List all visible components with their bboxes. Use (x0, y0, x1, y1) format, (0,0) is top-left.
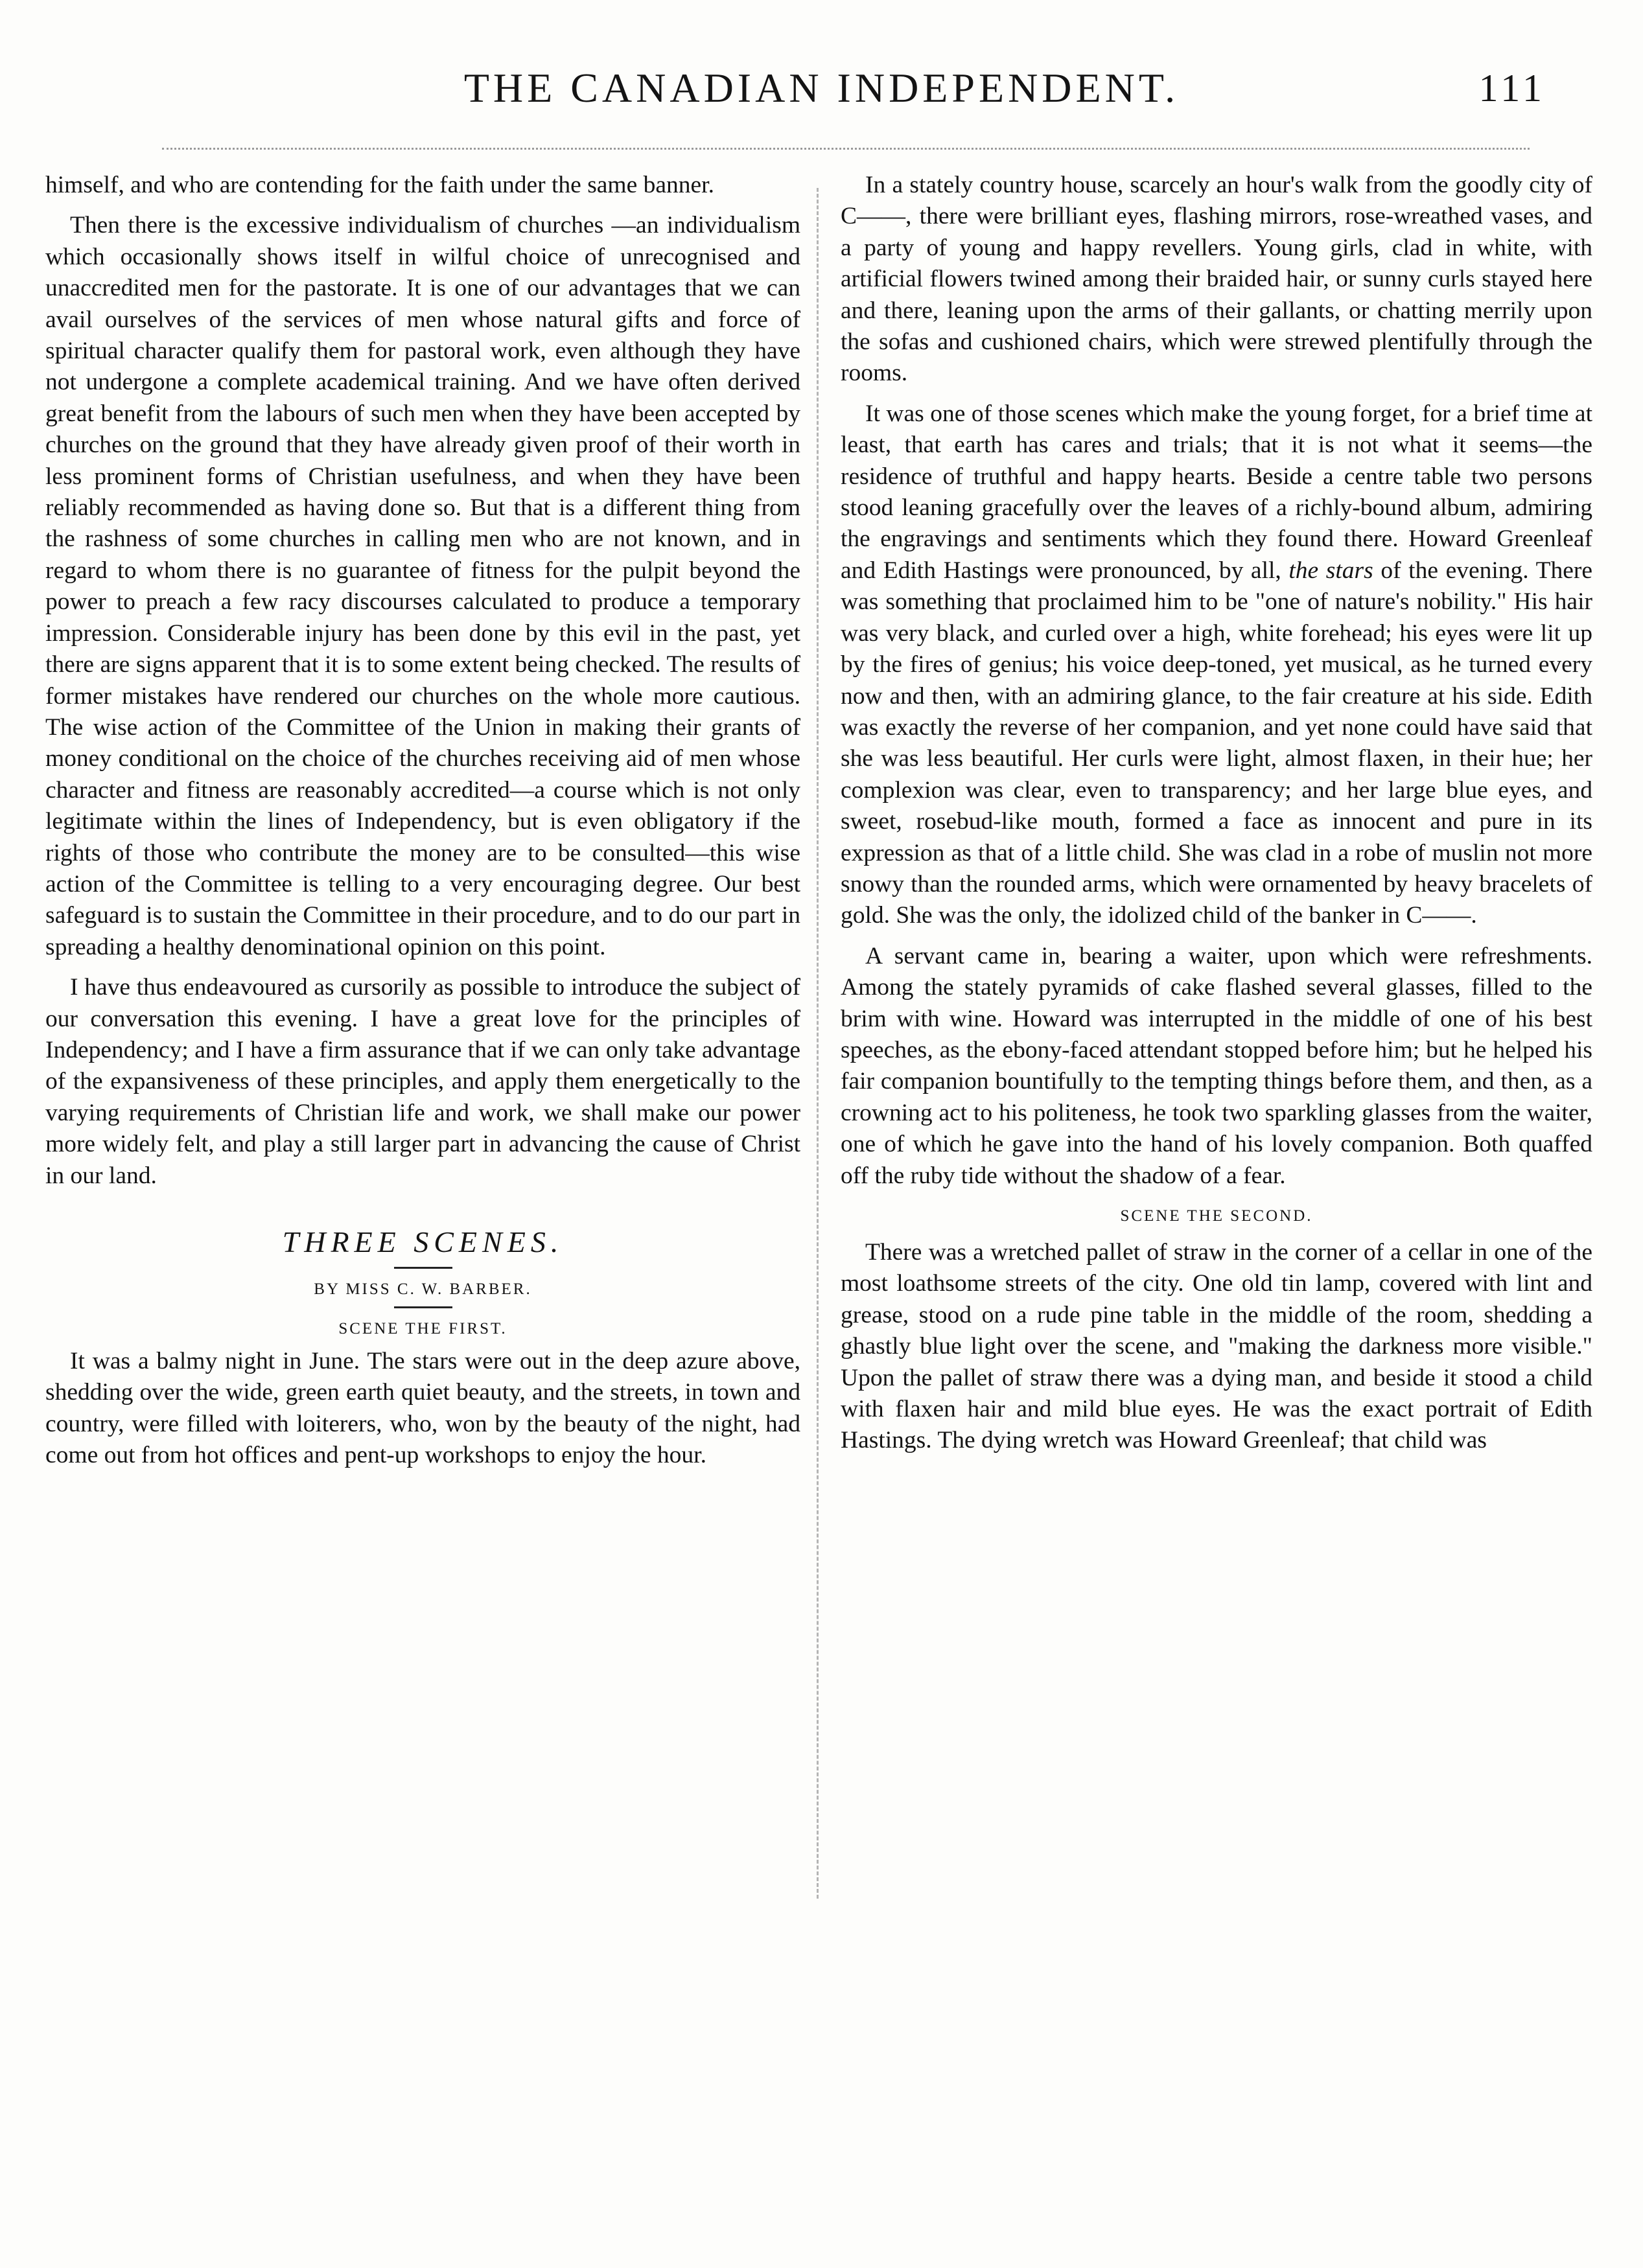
title-rule (394, 1267, 452, 1269)
paragraph: It was a balmy night in June. The stars were out in the deep azure above, shedding over the wide, green earth quiet beauty, and the streets, in town and country, were filled with loiterers, who, won by the beauty of the night, had come out from hot offices and pent-up workshops to enjoy the hour. (45, 1348, 800, 1469)
paragraph (841, 399, 1592, 932)
scene-heading-second: SCENE THE SECOND. (1120, 1207, 1313, 1225)
paragraph: himself, and who are contending for the faith under the same banner. (45, 172, 714, 198)
column-divider (817, 188, 819, 1899)
paragraph: In a stately country house, scarcely an hour's walk from the goodly city of C——, there were brilliant eyes, flashing mirrors, rose-wreathed vases, and a party of young and happy revellers. Young girls, clad in white, with artificial flowers twined among their braided hair, or sunny curls stayed here and there, leaning upon the arms of their gallants, or chatting merrily upon the sofas and cushioned chairs, which were strewed plentifully through the rooms. (841, 172, 1592, 387)
scene-heading-first: SCENE THE FIRST. (338, 1320, 507, 1337)
left-column (45, 170, 800, 1481)
right-column (841, 170, 1592, 1466)
running-title: THE CANADIAN INDEPENDENT. (463, 65, 1180, 111)
italic-phrase: the stars (1288, 557, 1373, 584)
paragraph: I have thus endeavoured as cursorily as possible to introduce the subject of our conversation this evening. I have a great love for the principles of Independency; and I have a firm assurance that if we can only take advantage of the expansiveness of these principles, and apply them energetically to the varying requirements of Christian life and work, we shall make our power more widely felt, and play a still larger part in advancing the cause of Christ in our land. (45, 974, 800, 1189)
story-title: THREE SCENES. (282, 1225, 564, 1258)
paragraph: A servant came in, bearing a waiter, upon which were refreshments. Among the stately pyramids of cake flashed several glasses, filled to the brim with wine. Howard was interrupted in the middle of one of his best speeches, as the ebony-faced attendant stopped before him; but he helped his fair companion bountifully to the tempting things before them, and then, as a crowning act to his politeness, he took two sparkling glasses from the waiter, one of which he gave into the hand of his lovely companion. Both quaffed off the ruby tide without the shadow of a fear. (841, 942, 1592, 1189)
byline-rule (394, 1306, 452, 1308)
header-rule (162, 148, 1530, 150)
running-head (0, 62, 1643, 114)
page-number: 111 (1478, 67, 1546, 110)
paragraph: Then there is the excessive individualism of churches —an individualism which occasionally shows itself in wilful choice of unrecognised and unaccredited men for the pastorate. It is one of our advantages that we can avail ourselves of the services of men whose natural gifts and force of spiritual character qualify them for pastoral work, even although they have not undergone a complete academical training. And we have often derived great benefit from the labours of such men when they have been accepted by churches on the ground that they have already given proof of their worth in less prominent forms of Christian usefulness, and when they have been reliably recommended as having done so. But that is a different thing from the rashness of some churches in calling men who are not known, and in regard to whom there is no guarantee of fitness for the pulpit beyond the power to preach a few racy discourses calculated to produce a temporary impression. Considerable injury has been done by this evil in the past, yet there are signs apparent that it is to some extent being checked. The results of former mistakes have rendered our churches on the whole more cautious. The wise action of the Committee of the Union in making their grants of money conditional on the choice of the churches receiving aid of men whose character and fitness are reasonably accredited—a course which is not only legitimate within the lines of Independency, but is even obligatory if the rights of those who contribute the money are to be consulted—this wise action of the Committee is telling to a very encouraging degree. Our best safeguard is to sustain the Committee in their procedure, and to do our part in spreading a healthy denominational opinion on this point. (45, 212, 800, 960)
paragraph: There was a wretched pallet of straw in the corner of a cellar in one of the most loathsome streets of the city. One old tin lamp, covered with lint and grease, stood on a rude pine table in the middle of the room, shedding a ghastly blue light over the scene, and "making the darkness more visible." Upon the pallet of straw there was a dying man, and beside it stood a child with flaxen hair and mild blue eyes. He was the exact portrait of Edith Hastings. The dying wretch was Howard Greenleaf; that child was (841, 1239, 1592, 1454)
paragraph-text: of the evening. There was something that proclaimed him to be "one of nature's nobility." His hair was very black, and curled over a high, white forehead; his eyes were lit up by the fires of genius; his voice deep-toned, yet musical, as he turned every now and then, with an admiring glance, to the fair creature at his side. Edith was exactly the reverse of her companion, and yet none could have said that she was less beautiful. Her curls were light, almost flaxen, in their hue; her complexion was clear, even to transparency; and her large blue eyes, and sweet, rosebud-like mouth, formed a face as innocent and pure in its expression as that of a little child. She was clad in a robe of muslin not more snowy than the rounded arms, which were ornamented by heavy bracelets of gold. She was the only, the idolized child of the banker in C——. (841, 557, 1593, 929)
paragraph-text: It was one of those scenes which make the young forget, for a brief time at least, that earth has cares and trials; that it is not what it seems—the residence of truthful and happy hearts. Beside a centre table two persons stood leaning gracefully over the leaves of a richly-bound album, admiring the engravings and sentiments which they found there. Howard Greenleaf and Edith Hastings were pronounced, by all, (841, 400, 1592, 584)
byline: BY MISS C. W. BARBER. (314, 1280, 532, 1298)
